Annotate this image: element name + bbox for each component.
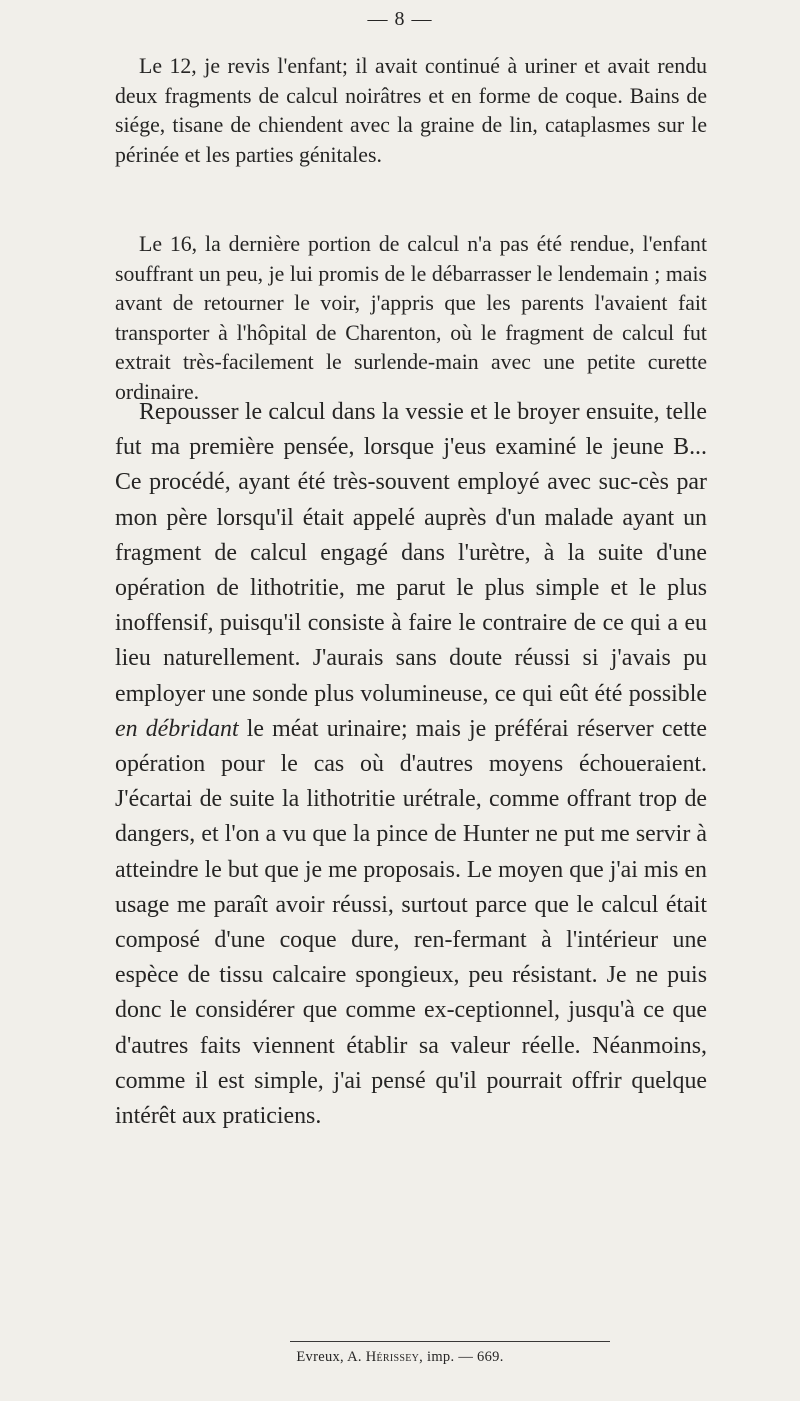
page-number: — 8 — <box>367 8 433 30</box>
paragraph-3 <box>115 395 707 1134</box>
paragraph-1: Le 12, je revis l'enfant; il avait continué à uriner et avait rendu deux fragments de calcul noirâtres et en forme de coque. Bains de siége, tisane de chiendent avec la graine de lin, cataplasmes sur le périnée et les parties génitales. <box>115 54 707 167</box>
italic-phrase: en débridant <box>115 715 239 742</box>
printer-imprint <box>0 1349 800 1366</box>
imprint-place: Evreux, A. <box>296 1349 366 1365</box>
paragraph-2: Le 16, la dernière portion de calcul n'a pas été rendue, l'enfant souffrant un peu, je lui promis de le débarrasser le lendemain ; mais avant de retourner le voir, j'appris que les parents l'avaient fait transporter à l'hôpital de Charenton, où le fragment de calcul fut extrait très-facilement le surlende-main avec une petite curette ordinaire. <box>115 232 707 404</box>
footer-rule <box>290 1341 610 1342</box>
imprint-printer: Hérissey <box>365 1349 420 1365</box>
imprint-suffix: , imp. — 669. <box>419 1349 504 1365</box>
paragraph-3-text-end: le méat urinaire; mais je préférai réserver cette opération pour le cas où d'autres moyens échoueraient. J'écartai de suite la lithotritie urétrale, comme offrant trop de dangers, et l'on a vu que la pince de Hunter ne put me servir à atteindre le but que je me proposais. Le moyen que j'ai mis en usage me paraît avoir réussi, surtout parce que le calcul était composé d'une coque dure, ren-fermant à l'intérieur une espèce de tissu calcaire spongieux, peu résistant. Je ne puis donc le considérer que comme ex-ceptionnel, jusqu'à ce que d'autres faits viennent établir sa valeur réelle. Néanmoins, comme il est simple, j'ai pensé qu'il pourrait offrir quelque intérêt aux praticiens. <box>115 715 707 1130</box>
paragraph-3-text-start: Repousser le calcul dans la vessie et le broyer ensuite, telle fut ma première pensée, lorsque j'eus examiné le jeune B... Ce procédé, ayant été très-souvent employé avec suc-cès par mon père lorsqu'il était appelé auprès d'un malade ayant un fragment de calcul engagé dans l'urètre, à la suite d'une opération de lithotritie, me parut le plus simple et le plus inoffensif, puisqu'il consiste à faire le contraire de ce qui a eu lieu naturellement. J'aurais sans doute réussi si j'avais pu employer une sonde plus volumineuse, ce qui eût été possible <box>115 399 707 707</box>
